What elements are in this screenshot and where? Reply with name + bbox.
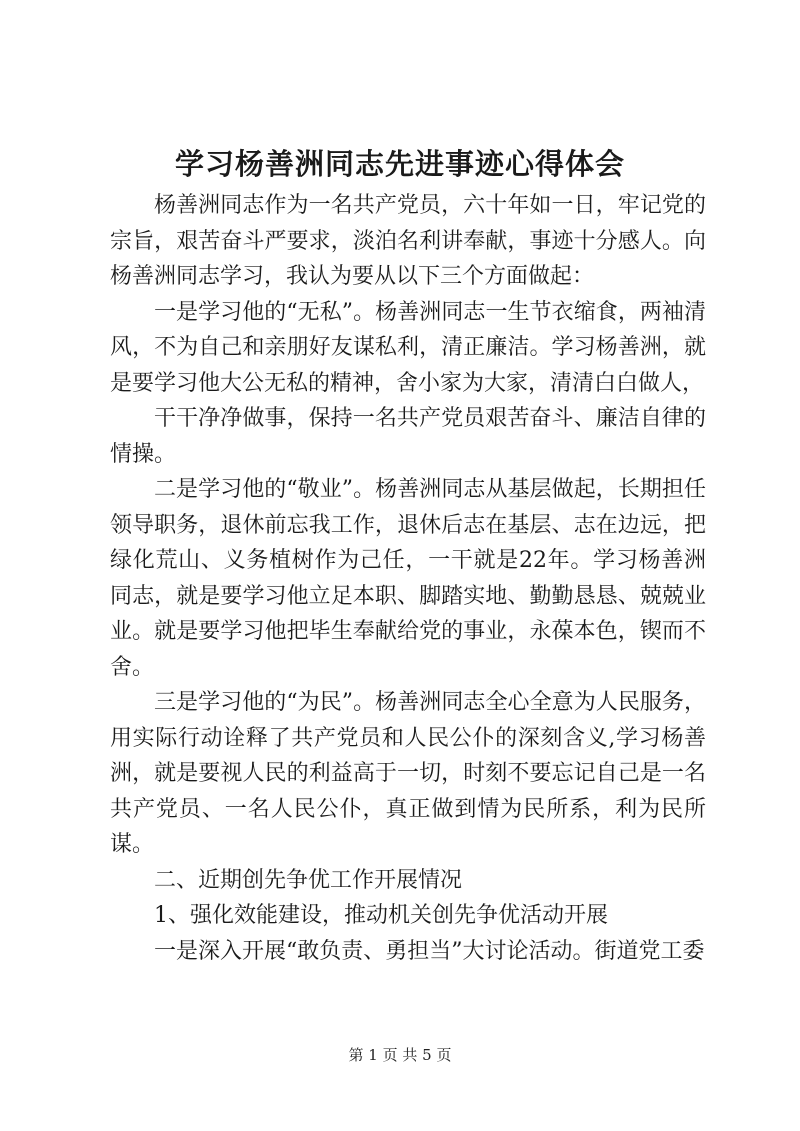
paragraph-selfless: 一是学习他的“无私”。杨善洲同志一生节衣缩食，两袖清风，不为自己和亲朋好友谋私利，清正廉洁。学习杨善洲，就是要学习他大公无私的精神，舍小家为大家，清清白白做人，	[110, 299, 706, 396]
page-footer: 第 1 页 共 5 页	[348, 1046, 452, 1064]
page-title: 学习杨善洲同志先进事迹心得体会	[174, 147, 625, 181]
section-heading: 二、近期创先争优工作开展情况	[154, 867, 463, 893]
document-body	[110, 188, 706, 969]
subsection-heading: 1、强化效能建设，推动机关创先争优活动开展	[154, 903, 608, 928]
paragraph-discussion: 一是深入开展“敢负责、勇担当”大讨论活动。街道党工委	[154, 938, 705, 964]
paragraph-for-the-people: 三是学习他的“为民”。杨善洲同志全心全意为人民服务，用实际行动诠释了共产党员和人民公仆的深刻含义,学习杨善洲，就是要视人民的利益高于一切，时刻不要忘记自己是一名共产党员、一名人民公仆，真正做到情为民所系，利为民所谋。	[110, 690, 706, 857]
paragraph-intro: 杨善洲同志作为一名共产党员，六十年如一日，牢记党的宗旨，艰苦奋斗严要求，淡泊名利讲奉献，事迹十分感人。向杨善洲同志学习，我认为要从以下三个方面做起：	[110, 193, 706, 289]
paragraph-selfless-continued: 干干净净做事，保持一名共产党员艰苦奋斗、廉洁自律的情操。	[110, 406, 706, 467]
paragraph-dedication: 二是学习他的“敬业”。杨善洲同志从基层做起，长期担任领导职务，退休前忘我工作，退休后志在基层、志在边远，把绿化荒山、义务植树作为己任，一干就是22年。学习杨善洲同志，就是要学习他立足本职、脚踏实地、勤勤恳恳、兢兢业业。就是要学习他把毕生奉献给党的事业，永葆本色，锲而不舍。	[110, 477, 706, 680]
